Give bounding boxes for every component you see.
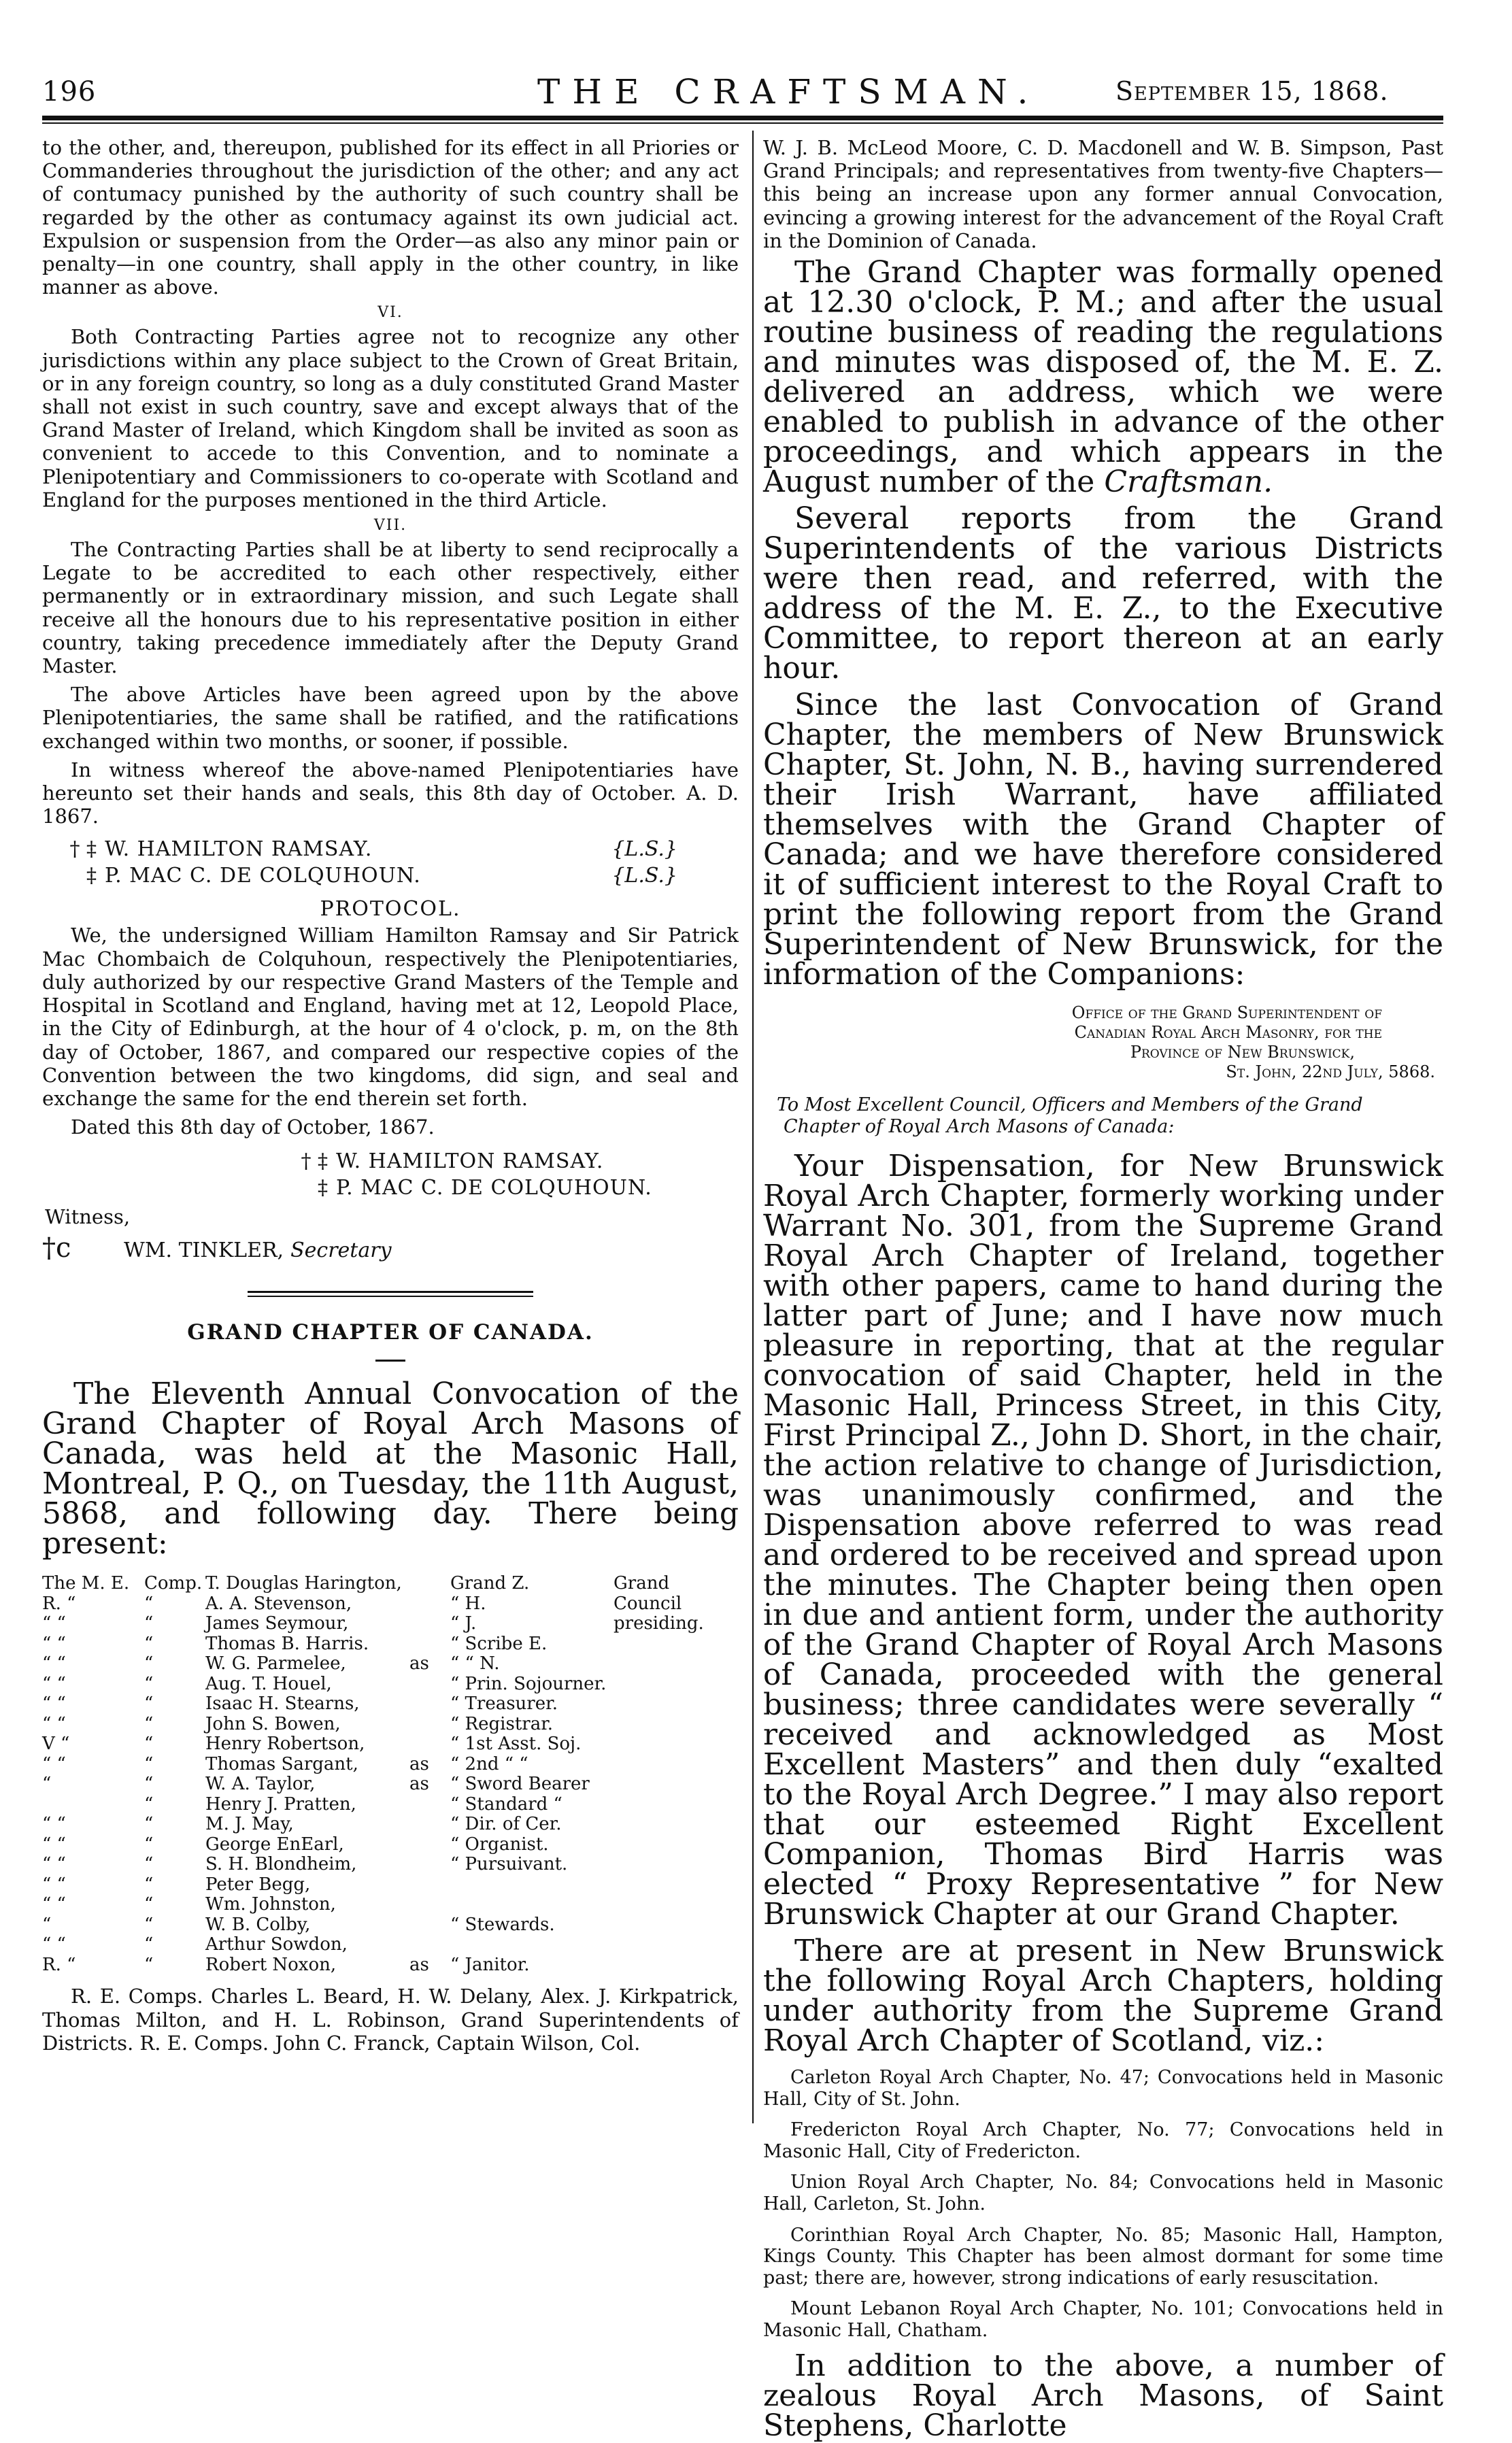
roster-comp: Comp. bbox=[144, 1573, 203, 1594]
roster-pre: “ “ bbox=[42, 1633, 66, 1654]
report-body: Your Dispensation, for New Brunswick Royal Arch Chapter, formerly working under Warrant No. 301, from the Supreme Grand Royal Arch Chapter of Ireland, together with other papers, came to hand during the latter part of June; and I have now much pleasure in reporting, that at the regular convocation of said Chapter, held in the Masonic Hall, Princess Street, in this City, First Principal Z., John D. Short, in the chair, the action relative to change of Jurisdiction, was unanimously confirmed, and the Dispensation above referred to was read and ordered to be received and spread upon the minutes. The Chapter being then open in due and antient form, under the authority of the Grand Chapter of Royal Arch Masons of Canada, proceeded with the general business; three candidates were severally “ received and acknowledged as Most Excellent Masters” and then duly “exalted to the Royal Arch Degree.” I may also report that our esteemed Right Excellent Companion, Thomas Bird Harris was elected “ Proxy Representative ” for New Brunswick Chapter at our Grand Chapter. bbox=[763, 1149, 1443, 1932]
roster-note bbox=[614, 1734, 739, 1755]
roster-name: James Seymour, bbox=[205, 1613, 349, 1634]
article-vi-heading: VI. bbox=[377, 304, 403, 322]
office-line-1: Office of the Grand Superintendent of bbox=[1071, 1003, 1382, 1023]
roster-pre: “ bbox=[42, 1774, 52, 1795]
roster-office: “ Organist. bbox=[450, 1834, 549, 1855]
roster-comp: “ bbox=[144, 1814, 154, 1835]
signatory-name: W. HAMILTON RAMSAY. bbox=[336, 1149, 604, 1174]
roster-name: Isaac H. Stearns, bbox=[205, 1694, 360, 1715]
roster-office: “ Dir. of Cer. bbox=[450, 1814, 562, 1835]
roster-office: “ Pursuivant. bbox=[450, 1854, 568, 1875]
roster-office: “ H. bbox=[450, 1593, 486, 1614]
roster-as: as bbox=[409, 1653, 429, 1674]
signature-ramsay bbox=[42, 837, 739, 861]
cross-mark: † ‡ bbox=[301, 1149, 328, 1174]
roster-office: “ 2nd “ “ bbox=[450, 1753, 528, 1774]
roster-pre: “ “ bbox=[42, 1613, 66, 1634]
chapter-item: Carleton Royal Arch Chapter, No. 47; Convocations held in Masonic Hall, City of St. John. bbox=[763, 2067, 1443, 2110]
roster-comp: “ bbox=[144, 1613, 154, 1634]
roster-office bbox=[450, 1895, 614, 1915]
issue-date: September 15, 1868. bbox=[1115, 76, 1389, 106]
roster-comp: “ bbox=[144, 1954, 154, 1975]
roster-as bbox=[409, 1795, 450, 1815]
roster-row bbox=[42, 1835, 739, 1855]
roster-office bbox=[450, 1935, 614, 1955]
article-vii-text: The Contracting Parties shall be at liberty to send reciprocally a Legate to be accredited to each other respectively, either permanently or in extraordinary mission, and such Legate shall receive all the honours due to his representative position in either country, taking precedence immediately after the Deputy Grand Master. bbox=[42, 538, 739, 678]
roster-pre: “ “ bbox=[42, 1713, 66, 1734]
roster-name: Wm. Johnston, bbox=[205, 1894, 336, 1915]
ratification-text: The above Articles have been agreed upon by the above Plenipotentiaries, the same shall be ratified, and the ratifications exchanged within two months, or sooner, if possible. bbox=[42, 683, 739, 753]
roster-as bbox=[409, 1835, 450, 1855]
chapters-intro: There are at present in New Brunswick the following Royal Arch Chapters, holding under authority from the Supreme Grand Royal Arch Chapter of Scotland, viz.: bbox=[763, 1934, 1443, 2059]
roster-row bbox=[42, 1875, 739, 1896]
roster-row bbox=[42, 1915, 739, 1936]
chapter-item: Union Royal Arch Chapter, No. 84; Convocations held in Masonic Hall, Carleton, St. John. bbox=[763, 2172, 1443, 2214]
roster-office: “ Sword Bearer bbox=[450, 1774, 590, 1795]
roster-comp: “ bbox=[144, 1593, 154, 1614]
roster-note: Council bbox=[614, 1593, 682, 1614]
roster-name: Aug. T. Houel, bbox=[205, 1673, 332, 1694]
roster-name: Thomas Sargant, bbox=[205, 1753, 358, 1774]
roster-name: John S. Bowen, bbox=[205, 1713, 341, 1734]
short-rule bbox=[375, 1360, 405, 1362]
roster-name: George EnEarl, bbox=[205, 1834, 344, 1855]
roster-as bbox=[409, 1574, 450, 1594]
roster-office: “ Standard “ bbox=[450, 1793, 562, 1815]
page-number: 196 bbox=[42, 76, 97, 107]
roster-comp: “ bbox=[144, 1734, 154, 1755]
roster-name: Robert Noxon, bbox=[205, 1954, 337, 1975]
roster-comp: “ bbox=[144, 1694, 154, 1715]
roster-comp: “ bbox=[144, 1934, 154, 1955]
roster-name: A. A. Stevenson, bbox=[205, 1593, 352, 1614]
seal-mark: {L.S.} bbox=[611, 864, 677, 888]
witness-clause: In witness whereof the above-named Plenipotentiaries have hereunto set their hands and seals, this 8th day of October. A. D. 1867. bbox=[42, 758, 739, 828]
roster-pre: “ “ bbox=[42, 1753, 66, 1774]
office-line-4: St. John, 22nd July, 5868. bbox=[1226, 1062, 1435, 1082]
article-v-continued: to the other, and, thereupon, published for its effect in all Priories or Commanderies throughout the jurisdiction of the other; and any act of contumacy punished by the authority of such country shall be regarded by the other as contumacy against its own judicial act. Expulsion or suspension from the Order—as also any minor pain or penalty—in one country, shall apply in the other country, in like manner as above. bbox=[42, 136, 739, 299]
roster-as bbox=[409, 1734, 450, 1755]
roster-as bbox=[409, 1815, 450, 1835]
roster-row bbox=[42, 1654, 739, 1674]
roster-name: W. G. Parmelee, bbox=[205, 1653, 346, 1674]
roster-name: T. Douglas Harington, bbox=[205, 1573, 402, 1594]
roster-row bbox=[42, 1755, 739, 1775]
closing-paragraph: In addition to the above, a number of zealous Royal Arch Masons, of Saint Stephens, Charlotte bbox=[763, 2348, 1443, 2443]
roster-pre bbox=[42, 1795, 144, 1815]
roster-office: “ J. bbox=[450, 1613, 477, 1634]
cross-mark: ‡ bbox=[86, 864, 97, 888]
roster-comp: “ bbox=[144, 1653, 154, 1674]
reports-paragraph: Several reports from the Grand Superintendents of the various Districts were then read, and referred, with the address of the M. E. Z., to the Executive Committee, to report thereon at an early hour. bbox=[763, 501, 1443, 686]
cross-mark: †c bbox=[42, 1232, 71, 1264]
roster-comp: “ bbox=[144, 1854, 154, 1875]
roster-name: Henry J. Pratten, bbox=[205, 1793, 356, 1815]
roster-office: “ Treasurer. bbox=[450, 1694, 558, 1715]
roster-name: W. B. Colby, bbox=[205, 1914, 311, 1935]
roster-as bbox=[409, 1594, 450, 1615]
roster-comp: “ bbox=[144, 1834, 154, 1855]
signatory-name: W. HAMILTON RAMSAY. bbox=[105, 837, 373, 862]
roster-row bbox=[42, 1815, 739, 1835]
roster-name: S. H. Blondheim, bbox=[205, 1854, 357, 1875]
cross-mark: † ‡ bbox=[69, 837, 97, 862]
roster-row bbox=[42, 1674, 739, 1695]
office-line-2: Canadian Royal Arch Masonry, for the bbox=[1074, 1023, 1382, 1043]
roster-as bbox=[409, 1895, 450, 1915]
roster-pre: R. “ bbox=[42, 1593, 76, 1614]
report-salutation: To Most Excellent Council, Officers and Members of the Grand Chapter of Royal Arch Masons of Canada: bbox=[777, 1094, 1363, 1138]
roster-pre: “ “ bbox=[42, 1874, 66, 1895]
roster-pre: “ “ bbox=[42, 1894, 66, 1915]
roster-note bbox=[614, 1935, 739, 1955]
roster-row bbox=[42, 1614, 739, 1634]
roster-comp: “ bbox=[144, 1774, 154, 1795]
witness-label: Witness, bbox=[45, 1205, 131, 1229]
roster-as bbox=[409, 1935, 450, 1955]
roster-row bbox=[42, 1694, 739, 1715]
roster-comp: “ bbox=[144, 1793, 154, 1815]
roster-note bbox=[614, 1835, 739, 1855]
roster-name: Henry Robertson, bbox=[205, 1734, 365, 1755]
roster-note bbox=[614, 1795, 739, 1815]
opening-text: The Grand Chapter was formally opened at 12.30 o'clock, P. M.; and after the usual routine business of reading the regulations and minutes was disposed of, the M. E. Z. delivered an address, which we were enabled to publish in advance of the other proceedings, and which appears in the August number of the bbox=[763, 255, 1443, 500]
right-column bbox=[763, 136, 1443, 2441]
roster-row bbox=[42, 1734, 739, 1755]
header-rule-thick bbox=[42, 116, 1443, 120]
roster-note bbox=[614, 1634, 739, 1655]
roster-pre: “ “ bbox=[42, 1834, 66, 1855]
chapter-item: Fredericton Royal Arch Chapter, No. 77; Convocations held in Masonic Hall, City of Fredericton. bbox=[763, 2119, 1443, 2162]
roster-name: Arthur Sowdon, bbox=[205, 1934, 348, 1955]
roster-note bbox=[614, 1915, 739, 1936]
roster-comp: “ bbox=[144, 1753, 154, 1774]
roster-note: Grand bbox=[614, 1573, 670, 1594]
roster-office: Grand Z. bbox=[450, 1573, 530, 1594]
roster-note bbox=[614, 1895, 739, 1915]
secretary-line bbox=[42, 1232, 739, 1264]
roster-office: “ Scribe E. bbox=[450, 1633, 548, 1654]
roster-as: as bbox=[409, 1774, 429, 1795]
left-column bbox=[42, 136, 739, 2055]
article-vi-text: Both Contracting Parties agree not to recognize any other jurisdictions within any place subject to the Crown of Great Britain, or in any foreign country, so long as a duly constituted Grand Master shall not exist in such country, save and except always that of the Grand Master of Ireland, which Kingdom shall be invited as soon as convenient to accede to this Convention, and to nominate a Plenipotentiary and Commissioners to co-operate with Scotland and England for the purposes mentioned in the third Article. bbox=[42, 325, 739, 511]
signature-colquhoun-2 bbox=[42, 1176, 739, 1200]
opening-paragraph bbox=[763, 255, 1443, 500]
dated-line: Dated this 8th day of October, 1867. bbox=[71, 1115, 435, 1139]
roster-comp: “ bbox=[144, 1914, 154, 1935]
roster-comp: “ bbox=[144, 1673, 154, 1694]
roster-row bbox=[42, 1574, 739, 1594]
chapter-item: Mount Lebanon Royal Arch Chapter, No. 101; Convocations held in Masonic Hall, Chatham. bbox=[763, 2298, 1443, 2341]
roster-as bbox=[409, 1855, 450, 1875]
roster-office bbox=[450, 1875, 614, 1896]
roster-office: “ 1st Asst. Soj. bbox=[450, 1734, 582, 1755]
roster-note bbox=[614, 1674, 739, 1695]
roster-name: Thomas B. Harris. bbox=[205, 1633, 369, 1654]
roster-name: W. A. Taylor, bbox=[205, 1774, 316, 1795]
roster-as: as bbox=[409, 1753, 429, 1774]
roster-note bbox=[614, 1715, 739, 1735]
roster-pre: “ “ bbox=[42, 1653, 66, 1674]
roster-row bbox=[42, 1935, 739, 1955]
secretary-title: Secretary bbox=[290, 1239, 392, 1263]
signature-ramsay-2 bbox=[42, 1149, 739, 1173]
roster-row bbox=[42, 1634, 739, 1655]
roster-note bbox=[614, 1875, 739, 1896]
roster-office: “ Janitor. bbox=[450, 1954, 530, 1975]
chapter-list bbox=[763, 2067, 1443, 2342]
journal-name: Craftsman. bbox=[1104, 465, 1273, 500]
roster-name: Peter Begg, bbox=[205, 1874, 311, 1895]
article-vii-heading: VII. bbox=[373, 517, 407, 535]
protocol-heading: PROTOCOL. bbox=[320, 897, 461, 922]
roster-office: “ Stewards. bbox=[450, 1914, 555, 1935]
roster-pre: The M. E. bbox=[42, 1573, 130, 1594]
roster-as bbox=[409, 1614, 450, 1634]
roster-note bbox=[614, 1855, 739, 1875]
roster-pre: “ “ bbox=[42, 1854, 66, 1875]
roster-pre: “ bbox=[42, 1914, 52, 1935]
cross-mark: ‡ bbox=[318, 1176, 328, 1200]
past-principals-text: W. J. B. McLeod Moore, C. D. Macdonell and W. B. Simpson, Past Grand Principals; and representatives from twenty-five Chapters—this being an increase upon any former annual Convocation, evincing a growing interest for the advancement of the Royal Craft in the Dominion of Canada. bbox=[763, 136, 1443, 252]
roster-pre: “ “ bbox=[42, 1934, 66, 1955]
roster-row bbox=[42, 1895, 739, 1915]
superintendents-list: R. E. Comps. Charles L. Beard, H. W. Delany, Alex. J. Kirkpatrick, Thomas Milton, and H. L. Robinson, Grand Superintendents of Districts. R. E. Comps. John C. Franck, Captain Wilson, Col. bbox=[42, 1985, 739, 2055]
roster-comp: “ bbox=[144, 1894, 154, 1915]
seal-mark: {L.S.} bbox=[611, 837, 677, 862]
roster-as bbox=[409, 1694, 450, 1715]
roster-pre: “ “ bbox=[42, 1694, 66, 1715]
column-divider bbox=[752, 131, 754, 2123]
chapter-item: Corinthian Royal Arch Chapter, No. 85; Masonic Hall, Hampton, Kings County. This Chapter has been almost dormant for some time past; there are, however, strong indications of early resuscitation. bbox=[763, 2224, 1443, 2289]
roster-office: “ Prin. Sojourner. bbox=[450, 1673, 607, 1694]
roster-pre: “ “ bbox=[42, 1673, 66, 1694]
roster-note: presiding. bbox=[614, 1613, 704, 1634]
roster-as bbox=[409, 1875, 450, 1896]
roster-pre: V “ bbox=[42, 1734, 70, 1755]
roster-as: as bbox=[409, 1954, 429, 1975]
roster-as bbox=[409, 1715, 450, 1735]
roster-office: “ Registrar. bbox=[450, 1713, 554, 1734]
roster-as bbox=[409, 1915, 450, 1936]
roster-as bbox=[409, 1674, 450, 1695]
roster-as bbox=[409, 1634, 450, 1655]
secretary-name: WM. TINKLER, bbox=[124, 1239, 284, 1263]
roster-row bbox=[42, 1795, 739, 1815]
protocol-text: We, the undersigned William Hamilton Ramsay and Sir Patrick Mac Chombaich de Colquhoun, respectively the Plenipotentiaries, duly authorized by our respective Grand Masters of the Temple and Hospital in Scotland and England, having met at 12, Leopold Place, in the City of Edinburgh, at the hour of 4 o'clock, p. m, on the 8th day of October, 1867, and compared our respective copies of the Convention between the two kingdoms, did sign, and seal and exchange the same for the end therein set forth. bbox=[42, 924, 739, 1110]
roster-pre: R. “ bbox=[42, 1954, 76, 1975]
signatory-name: P. MAC C. DE COLQUHOUN. bbox=[105, 864, 421, 888]
roster-comp: “ bbox=[144, 1713, 154, 1734]
roster-name: M. J. May, bbox=[205, 1814, 294, 1835]
section-heading: GRAND CHAPTER OF CANADA. bbox=[187, 1320, 594, 1345]
attendance-roster bbox=[42, 1574, 739, 1975]
signature-colquhoun bbox=[42, 864, 739, 888]
journal-title: THE CRAFTSMAN. bbox=[537, 72, 1041, 112]
roster-pre: “ “ bbox=[42, 1814, 66, 1835]
roster-row bbox=[42, 1715, 739, 1735]
new-brunswick-paragraph: Since the last Convocation of Grand Chapter, the members of New Brunswick Chapter, St. John, N. B., having surrendered their Irish Warrant, have affiliated themselves with the Grand Chapter of Canada; and we have therefore considered it of sufficient interest to the Royal Craft to print the following report from the Grand Superintendent of New Brunswick, for the information of the Companions: bbox=[763, 688, 1443, 992]
signatory-name: P. MAC C. DE COLQUHOUN. bbox=[336, 1176, 652, 1200]
roster-note bbox=[614, 1815, 739, 1835]
roster-row bbox=[42, 1955, 739, 1976]
roster-comp: “ bbox=[144, 1874, 154, 1895]
roster-row bbox=[42, 1594, 739, 1615]
roster-note bbox=[614, 1654, 739, 1674]
roster-row bbox=[42, 1774, 739, 1795]
roster-note bbox=[614, 1755, 739, 1775]
office-line-3: Province of New Brunswick, bbox=[1130, 1043, 1355, 1062]
roster-note bbox=[614, 1955, 739, 1976]
section-divider bbox=[248, 1291, 533, 1297]
roster-office: “ “ N. bbox=[450, 1653, 500, 1674]
roster-comp: “ bbox=[144, 1633, 154, 1654]
convocation-intro: The Eleventh Annual Convocation of the Grand Chapter of Royal Arch Masons of Canada, was held at the Masonic Hall, Montreal, P. Q., on Tuesday, the 11th August, 5868, and following day. There being present: bbox=[42, 1377, 739, 1562]
header-rule-thin bbox=[42, 122, 1443, 124]
roster-note bbox=[614, 1694, 739, 1715]
roster-row bbox=[42, 1855, 739, 1875]
roster-note bbox=[614, 1774, 739, 1795]
